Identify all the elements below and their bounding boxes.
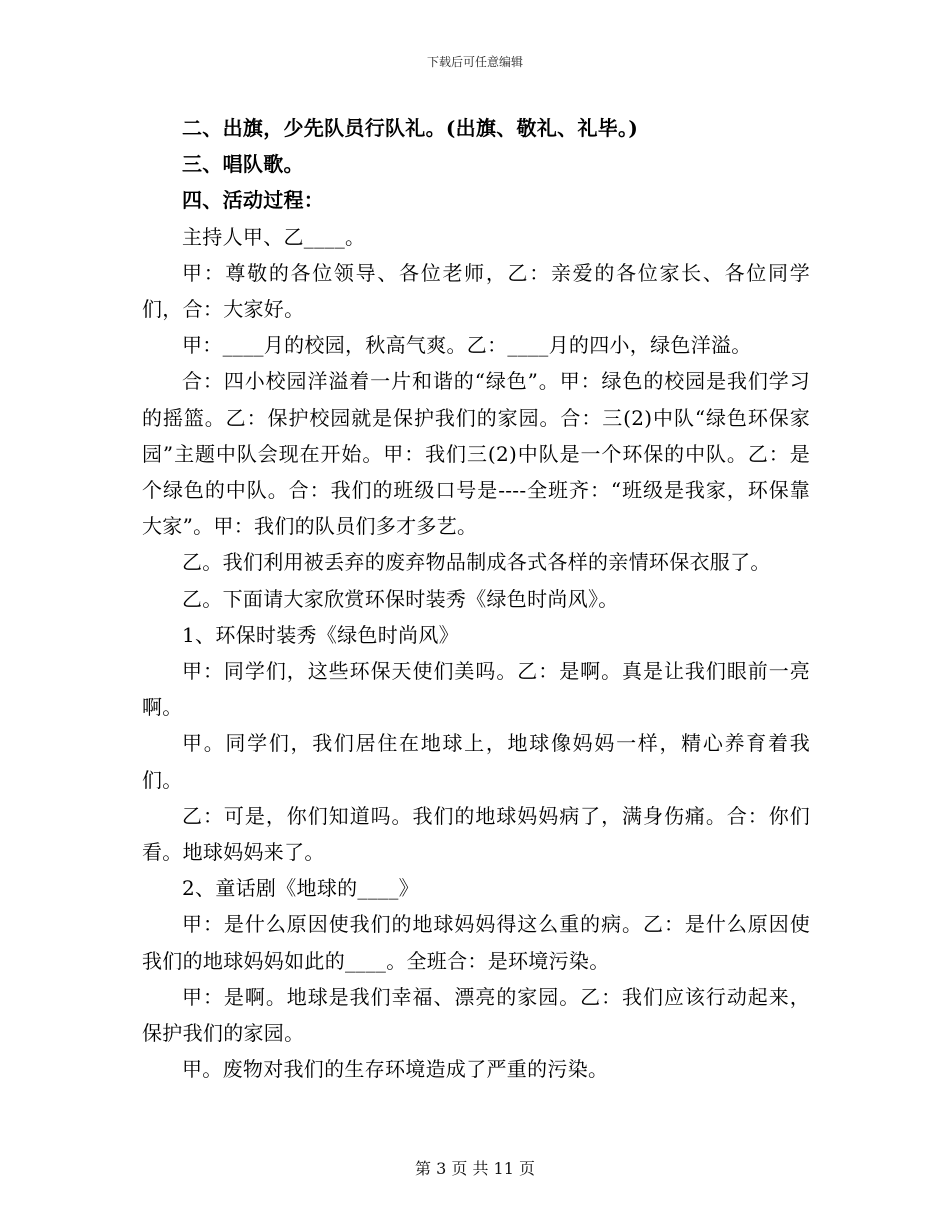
paragraph: 甲：是啊。地球是我们幸福、漂亮的家园。乙：我们应该行动起来，保护我们的家园。: [142, 984, 810, 1046]
paragraph: 三、唱队歌。: [182, 152, 304, 177]
paragraph: 主持人甲、乙____。: [182, 224, 366, 249]
page-footer: 第 3 页 共 11 页: [415, 1159, 535, 1178]
paragraph: 2、童话剧《地球的____》: [182, 876, 419, 901]
paragraph: 甲：____月的校园，秋高气爽。乙：____月的四小，绿色洋溢。: [182, 333, 752, 358]
document-body: [142, 110, 810, 1087]
paragraph: 合：四小校园洋溢着一片和谐的“绿色”。甲：绿色的校园是我们学习的摇篮。乙：保护校园就是保护我们的家园。合：三(2)中队“绿色环保家园”主题中队会现在开始。甲：我们三(2)中队是一个环保的中队。乙：是个绿色的中队。合：我们的班级口号是----全班齐：“班级是我家，环保靠大家”。甲：我们的队员们多才多艺。: [142, 369, 810, 539]
page-header: 下载后可任意编辑: [426, 55, 523, 69]
paragraph: 四、活动过程：: [182, 188, 325, 213]
paragraph: 甲：尊敬的各位领导、各位老师，乙：亲爱的各位家长、各位同学们，合：大家好。: [142, 260, 810, 322]
paragraph: 二、出旗，少先队员行队礼。(出旗、敬礼、礼毕。): [182, 116, 639, 140]
paragraph: 甲。废物对我们的生存环境造成了严重的污染。: [182, 1057, 609, 1082]
paragraph: 乙。我们利用被丢弃的废弃物品制成各式各样的亲情环保衣服了。: [182, 550, 771, 575]
paragraph: 乙。下面请大家欣赏环保时装秀《绿色时尚风》。: [182, 586, 619, 611]
paragraph: 1、环保时装秀《绿色时尚风》: [182, 622, 459, 647]
paragraph: 乙：可是，你们知道吗。我们的地球妈妈病了，满身伤痛。合：你们看。地球妈妈来了。: [142, 803, 810, 865]
paragraph: 甲：是什么原因使我们的地球妈妈得这么重的病。乙：是什么原因使我们的地球妈妈如此的____。全班合：是环境污染。: [142, 912, 810, 973]
paragraph: 甲：同学们，这些环保天使们美吗。乙：是啊。真是让我们眼前一亮啊。: [142, 659, 810, 720]
paragraph: 甲。同学们，我们居住在地球上，地球像妈妈一样，精心养育着我们。: [142, 731, 810, 792]
